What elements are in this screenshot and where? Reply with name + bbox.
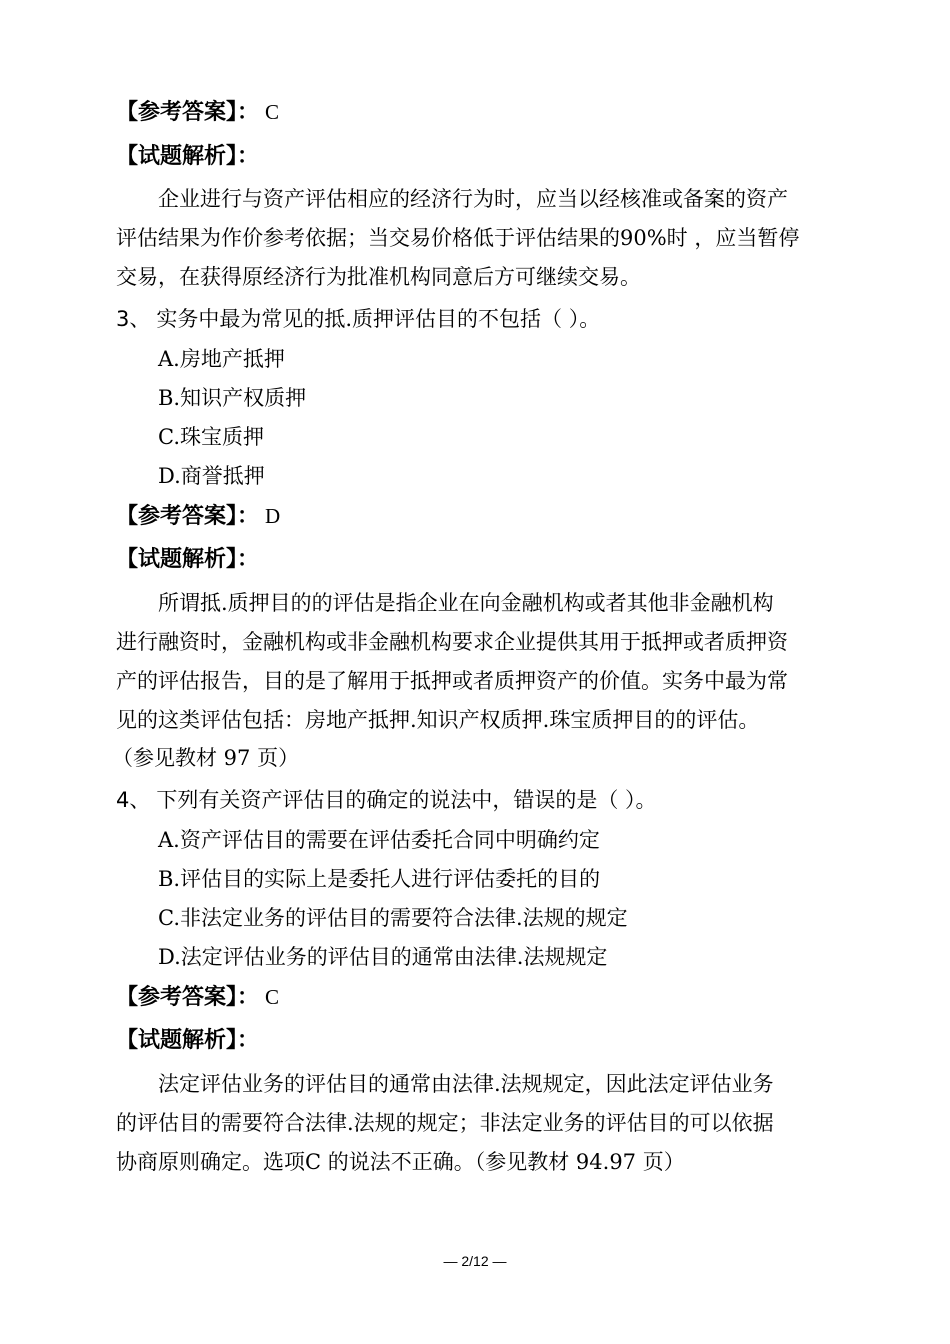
analysis-row-4	[116, 1024, 259, 1057]
analysis-text-line: 法定评估业务的评估目的通常由法律.法规规定，因此法定评估业务	[158, 1072, 774, 1096]
question-text: 下列有关资产评估目的确定的说法中，错误的是（ ）。	[156, 788, 657, 812]
answer-row-4	[116, 981, 279, 1014]
analysis-text-line: 进行融资时，金融机构或非金融机构要求企业提供其用于抵押或者质押资	[116, 630, 788, 654]
answer-label: 【参考答案】：	[116, 504, 260, 529]
analysis-row-1	[116, 140, 259, 173]
answer-value: C	[265, 100, 280, 124]
question-3-stem	[116, 303, 600, 335]
question-4-option: A.资产评估目的需要在评估委托合同中明确约定	[158, 828, 600, 852]
analysis-text-line: 所谓抵.质押目的的评估是指企业在向金融机构或者其他非金融机构	[158, 591, 774, 615]
analysis-row-3	[116, 543, 259, 576]
page-number: — 2/12 —	[443, 1253, 507, 1269]
answer-label: 【参考答案】：	[116, 985, 260, 1010]
question-3-option: A.房地产抵押	[158, 347, 285, 371]
question-3-option: B.知识产权质押	[158, 386, 307, 410]
analysis-text-line: 产的评估报告，目的是了解用于抵押或者质押资产的价值。实务中最为常	[116, 669, 788, 693]
analysis-text-line: 交易，在获得原经济行为批准机构同意后方可继续交易。	[116, 265, 641, 289]
question-3-option: D.商誉抵押	[158, 464, 265, 488]
analysis-text-line: 见的这类评估包括：房地产抵押.知识产权质押.珠宝质押目的的评估。	[116, 708, 760, 732]
analysis-text-line: 企业进行与资产评估相应的经济行为时，应当以经核准或备案的资产	[158, 187, 788, 211]
question-4-option: C.非法定业务的评估目的需要符合法律.法规的规定	[158, 906, 628, 930]
analysis-text-line: 评估结果为作价参考依据；当交易价格低于评估结果的90%时 ，应当暂停	[116, 226, 800, 250]
question-number: 4、	[116, 788, 151, 812]
answer-row-3	[116, 500, 280, 533]
analysis-label: 【试题解析】：	[116, 547, 260, 572]
analysis-text-line: （参见教材 97 页）	[112, 746, 300, 770]
answer-value: C	[265, 985, 280, 1009]
answer-value: D	[265, 504, 281, 528]
question-text: 实务中最为常见的抵.质押评估目的不包括（ ）。	[156, 307, 601, 331]
question-number: 3、	[116, 307, 151, 331]
question-4-option: B.评估目的实际上是委托人进行评估委托的目的	[158, 867, 601, 891]
answer-row-1	[116, 96, 279, 129]
analysis-label: 【试题解析】：	[116, 1028, 260, 1053]
analysis-text-line: 协商原则确定。选项C 的说法不正确。（参见教材 94.97 页）	[116, 1150, 685, 1174]
question-3-option: C.珠宝质押	[158, 425, 264, 449]
analysis-text-line: 的评估目的需要符合法律.法规的规定；非法定业务的评估目的可以依据	[116, 1111, 774, 1135]
answer-label: 【参考答案】：	[116, 100, 260, 125]
question-4-option: D.法定评估业务的评估目的通常由法律.法规规定	[158, 945, 608, 969]
analysis-label: 【试题解析】：	[116, 144, 260, 169]
question-4-stem	[116, 784, 657, 816]
